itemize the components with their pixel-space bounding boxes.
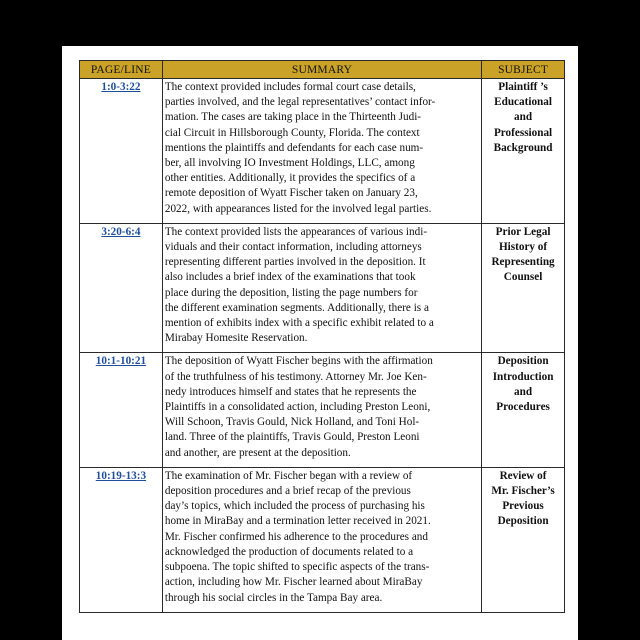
- page-line-link[interactable]: 3:20-6:4: [101, 225, 141, 238]
- subject-text: Deposition Introduction and Procedures: [492, 355, 554, 414]
- header-subject: SUBJECT: [482, 61, 565, 79]
- summary-text: The context provided includes formal court case details, parties involved, and the legal representatives’ contact infor- mation. The cases are taking place in the Thirteenth Judi- cial Circuit in Hillsborough County, Florida. The context mentions the plaintiffs and defendants for each case num- ber, all involving IO Investment Holdings, LLC, among other entities. Additionally, it provides the specifics of a remote deposition of Wyatt Fischer taken on January 23, 2022, with appearances listed for the involved legal parties.: [164, 81, 436, 215]
- subject-cell: [482, 467, 565, 612]
- page-line-cell: [80, 79, 163, 224]
- page-line-cell: [80, 353, 163, 467]
- summary-cell: [162, 467, 481, 612]
- summary-cell: [162, 79, 481, 224]
- header-row: [80, 61, 565, 79]
- page-line-cell: [80, 467, 163, 612]
- subject-text: Plaintiff ’s Educational and Professional Background: [493, 81, 553, 154]
- header-page-line: PAGE/LINE: [80, 61, 163, 79]
- table-row: [80, 223, 565, 353]
- summary-text: The deposition of Wyatt Fischer begins with the affirmation of the truthfulness of his testimony. Attorney Mr. Joe Ken- nedy introduces himself and states that he represents the Plaintiffs in a consolidated action, including Preston Leoni, Will Schoon, Travis Gould, Nick Holland, and Toni Hol- land. Three of the plaintiffs, Travis Gould, Preston Leoni and another, are present at the deposition.: [164, 355, 433, 459]
- subject-text: Review of Mr. Fischer’s Previous Deposition: [491, 469, 555, 528]
- table-body: [80, 79, 565, 613]
- summary-cell: [162, 353, 481, 467]
- summary-text: The context provided lists the appearances of various indi- viduals and their contact information, including attorneys representing different parties involved in the deposition. It also includes a brief index of the examinations that took place during the deposition, listing the page numbers for the different examination segments. Additionally, there is a mention of exhibits index with a specific exhibit related to a Mirabay Homesite Reservation.: [164, 225, 434, 345]
- subject-cell: [482, 353, 565, 467]
- summary-text: The examination of Mr. Fischer began with a review of deposition procedures and a brief recap of the previous day’s topics, which included the process of purchasing his home in MiraBay and a termination letter received in 2021. Mr. Fischer confirmed his adherence to the procedures and acknowledged the production of documents related to a subpoena. The topic shifted to specific aspects of the trans- action, including how Mr. Fischer learned about MiraBay through his social circles in the Tampa Bay area.: [164, 469, 431, 604]
- subject-cell: [482, 79, 565, 224]
- document-page: [62, 46, 578, 640]
- table-header: [80, 61, 565, 79]
- page-line-cell: [80, 223, 163, 353]
- table-row: [80, 79, 565, 224]
- table-row: [80, 467, 565, 612]
- table-row: [80, 353, 565, 467]
- subject-text: Prior Legal History of Representing Counsel: [491, 225, 555, 284]
- page-line-link[interactable]: 10:19-13:3: [95, 469, 147, 482]
- page-line-link[interactable]: 1:0-3:22: [101, 81, 141, 93]
- page-line-link[interactable]: 10:1-10:21: [95, 355, 147, 368]
- subject-cell: [482, 223, 565, 353]
- header-summary: SUMMARY: [162, 61, 481, 79]
- summary-cell: [162, 223, 481, 353]
- deposition-summary-table: [79, 60, 565, 613]
